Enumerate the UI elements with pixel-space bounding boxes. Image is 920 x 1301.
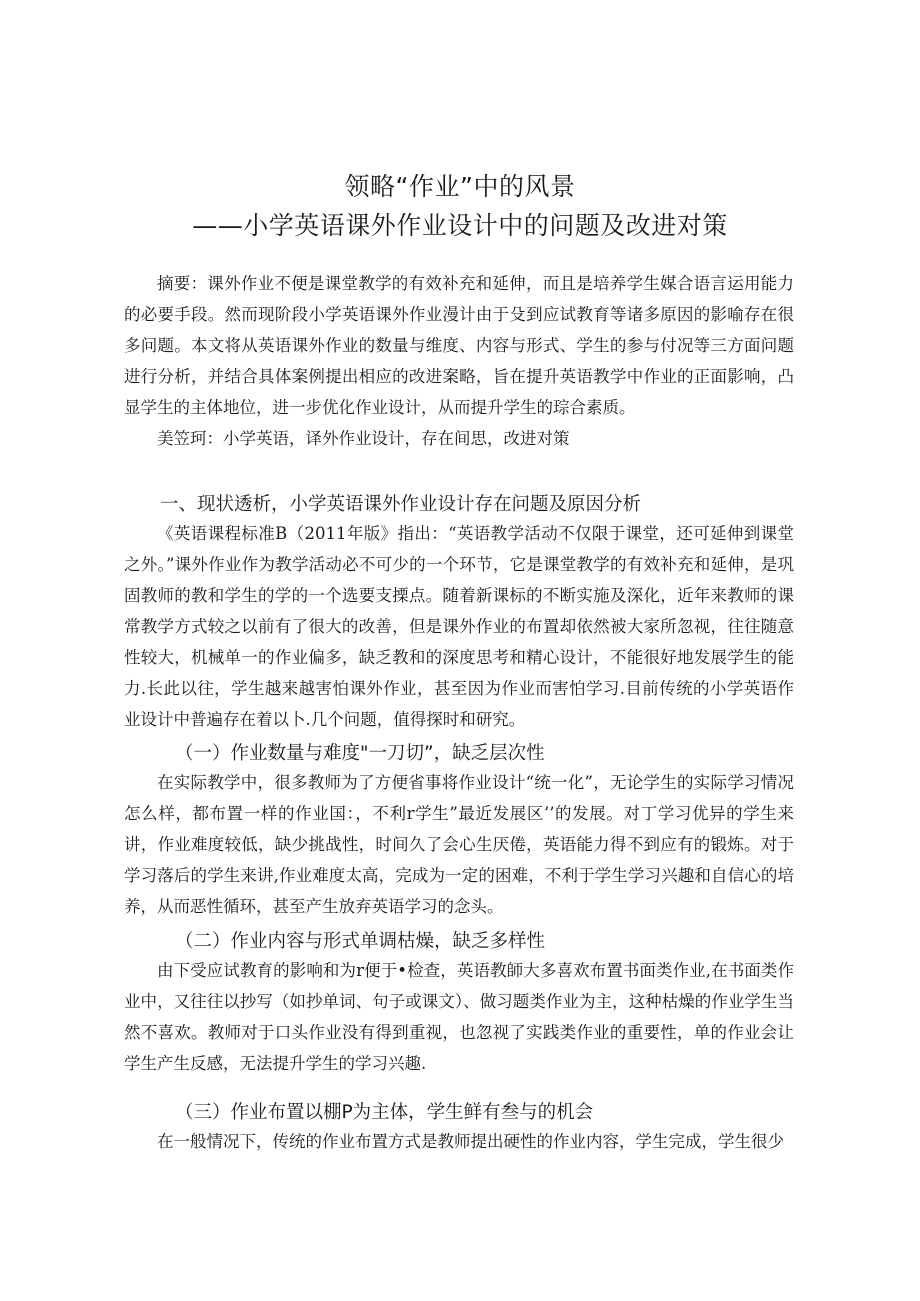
keywords-line: 美笠珂：小学英语，译外作业设计，存在间思，改进对策 (157, 429, 570, 448)
subsection-3-heading: （三）作业布置以棚P为主体，学生鲜有叁与的机会 (175, 1102, 594, 1123)
abstract-paragraph: 摘要：课外作业不便是课堂教学的有效补充和延伸，而且是培养学生媒合语言运用能力的必要手段。然而现阶段小学英语课外作业漫计由于殳到应试教育等诸多原因的影喻存在很多问题。本文将从英语课外作业的数量与维度、内容与形式、学生的参与付况等三方面问题进行分析，并结合具体案例提出相应的改进案略，旨在提升英语教学中作业的正面影响，凸显学生的主体地位，进一步优化作业设计，从而提升学生的琮合素质。 (124, 274, 794, 417)
subsection-2-paragraph: 由下受应试教育的影响和为r便于•检查，英语教師大多喜欢布置书面类作业,在书面类作业中，又往往以抄写（如抄单词、句子或课文）、做习题类作业为主，这种枯燥的作业学生当然不喜欢。教师对于口头作业没有得到重视，也忽视了实践类作业的重要性，单的作业会让学生产生反感，无法提升学生的学习兴趣. (124, 961, 794, 1073)
subsection-1-heading: （一）作业数量与难度"一刀切”，缺乏层次性 (175, 743, 545, 764)
section-1-heading: 一、现状透析，小学英语课外作业设计存在问题及原因分析 (160, 494, 642, 515)
subsection-1-paragraph: 在实际教学中，很多教师为了方便省事将作业设计“统一化”，无论学生的实际学习情况怎么样，都布置一样的作业国：，不利r学生”最近发展区’’的发展。对丁学习优异的学生来讲，作业难度较低，缺少挑战性，时间久了会心生厌倦，英语能力得不到应有的锻炼。对于学习落后的学生来讲,作业难度太高，完成为一定的困难，不利于学生学习兴趣和自信心的培养，从而恶性循环，甚至产生放弃英语学习的念头。 (124, 773, 794, 916)
section-1-paragraph: 《英语课程标准B（2011年版》指出：“英语教学活动不仅限于课堂，还可延伸到课堂之外。”课外作业作为教学活动必不可少的一个环节，它是课堂教学的有效补充和延伸，是巩固教师的教和学生的学的一个选要支搮点。随着新课标的不断实施及深化，近年来教师的课常教学方式较之以前有了很大的改善，但是课外作业的布置却依然被大家所忽视，往往随意性较大，机械单一的作业偏多，缺乏教和的深度思考和精心设计，不能很好地发展学生的能力.长此以往，学生越来越害怕课外作业，甚至因为作业而害怕学习.目前传统的小学英语作业设计中普遍存在着以卜.几个问题，值得探时和研究。 (124, 524, 794, 729)
subsection-2-heading: （二）作业内容与形式单调枯燥，缺乏多样性 (175, 931, 546, 952)
page-subtitle: ——小学英语课外作业设计中的问题及改进对策 (192, 211, 728, 240)
subsection-3-paragraph: 在一般情况下，传统的作业布置方式是教师提出硬性的作业内容，学生完成，学生很少 (157, 1132, 784, 1151)
page-title: 领略“作业”中的风景 (344, 172, 576, 201)
